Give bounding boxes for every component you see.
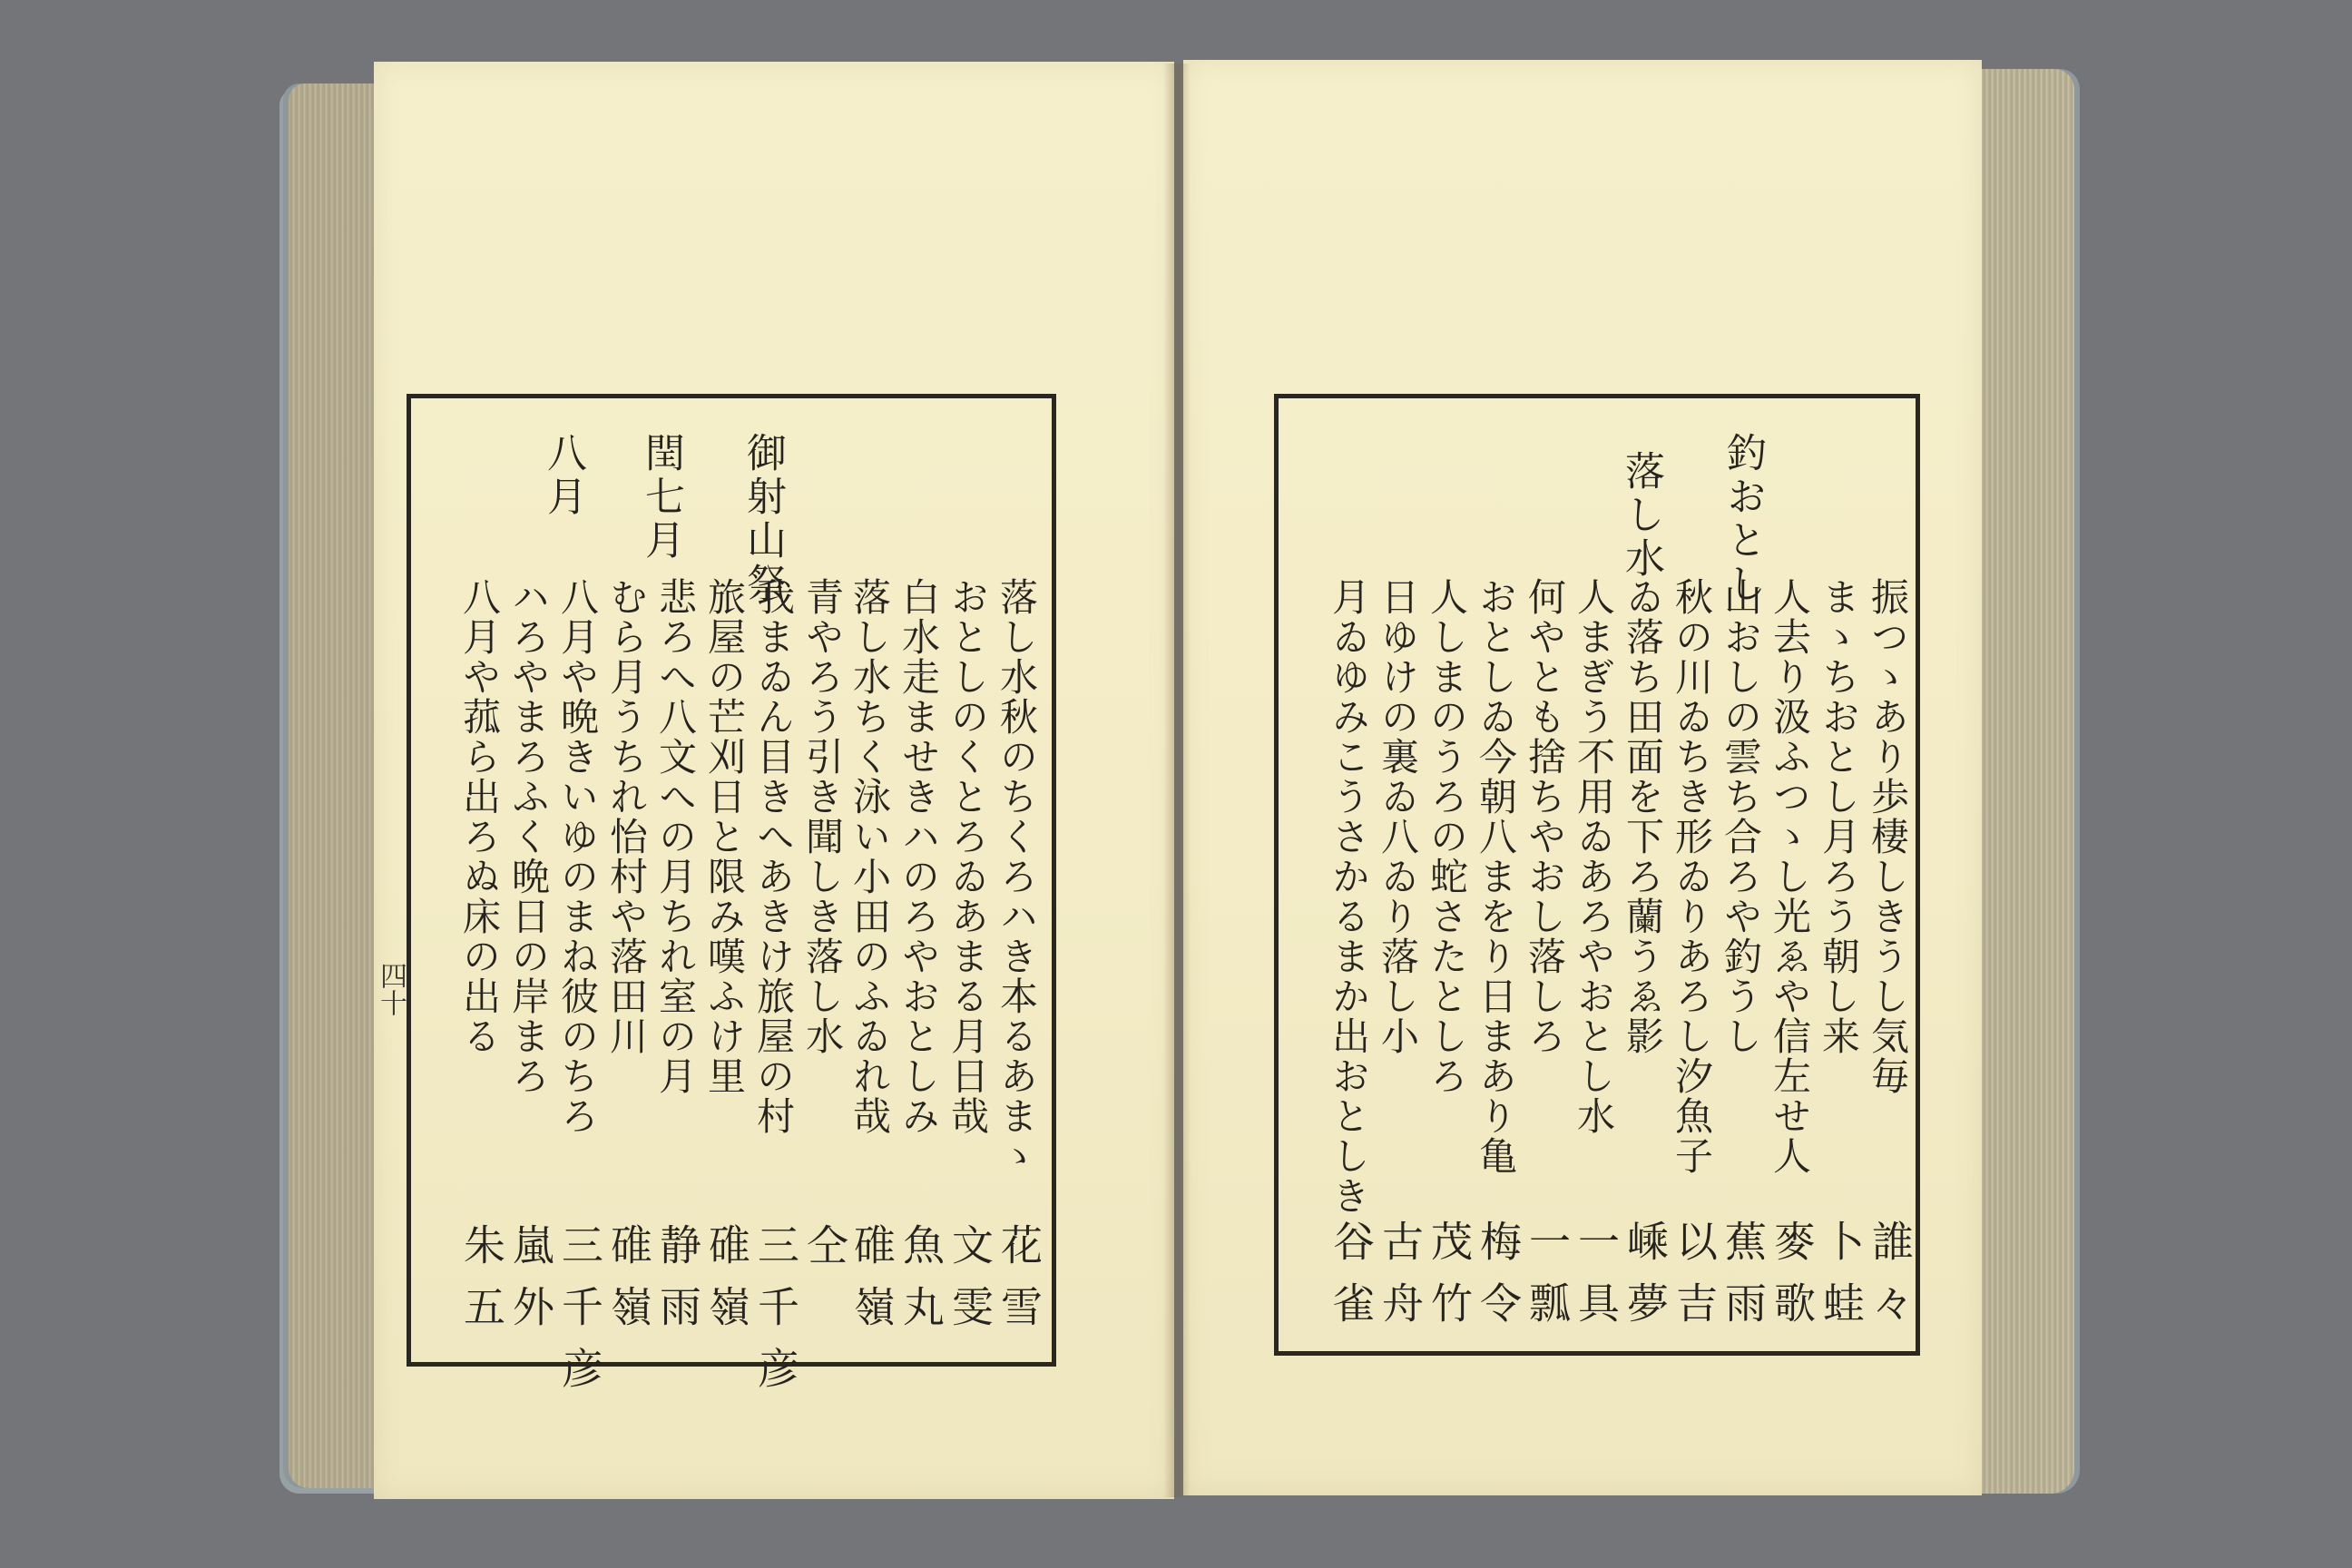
right-verse-1: 振つゝあり歩棲しきうし気毎 — [1866, 577, 1910, 1096]
right-verse-2: まゝちおとし月ろう朝し来 — [1817, 577, 1861, 1056]
left-author-3: 魚丸 — [897, 1223, 946, 1347]
left-verse-2: おとしのくとろゐあまる月日哉 — [946, 577, 990, 1136]
left-author-9: 碓嶺 — [604, 1223, 653, 1347]
right-author-10: 茂竹 — [1425, 1220, 1474, 1343]
left-verse-5: 青やろう引き聞しき落し水 — [800, 577, 845, 1056]
left-verse-8: 悲ろへ八文への月ちれ室の月 — [653, 577, 698, 1096]
left-verse-10: 八月や晩きいゆのまね彼のちろ — [555, 577, 600, 1136]
right-verse-4: 山おしの雲ち合ろや釣うし — [1719, 577, 1763, 1056]
left-verse-12: 八月や菰ら出ろぬ床の出る — [457, 577, 502, 1056]
right-author-7: 一具 — [1572, 1220, 1621, 1343]
left-heading-2: 閏七月 — [638, 432, 684, 563]
left-author-8: 静雨 — [653, 1223, 702, 1347]
left-author-2: 文雯 — [946, 1223, 995, 1347]
left-verse-6: 我まゐん目きへあきけ旅屋の村 — [751, 577, 796, 1136]
right-author-4: 蕉雨 — [1719, 1220, 1768, 1343]
right-author-5: 以吉 — [1670, 1220, 1719, 1343]
right-author-8: 一瓢 — [1523, 1220, 1572, 1343]
left-author-4: 碓嶺 — [848, 1223, 897, 1347]
right-author-3: 麥歌 — [1768, 1220, 1817, 1343]
right-heading-1: 釣おとし — [1720, 432, 1766, 606]
right-page-edges — [1965, 69, 2074, 1494]
left-author-11: 嵐外 — [506, 1223, 555, 1347]
right-verse-10: 人しまのうろの蛇さたとしろ — [1425, 577, 1469, 1096]
right-verse-11: 日ゆけの裏ゐ八ゐり落し小 — [1376, 577, 1420, 1056]
right-author-1: 誰々 — [1866, 1220, 1915, 1343]
left-author-1: 花雪 — [995, 1223, 1044, 1347]
book-gutter — [1163, 64, 1191, 1497]
right-verse-5: 秋の川ゐちき形ゐりあろし汐魚子 — [1670, 577, 1714, 1176]
right-author-9: 梅令 — [1474, 1220, 1523, 1343]
left-heading-1: 御射山祭 — [740, 432, 786, 606]
left-author-6: 三千彦 — [751, 1223, 800, 1408]
left-verse-11: ハろやまろふく晩日の岸まろ — [506, 577, 551, 1096]
left-page-number: 四十 — [375, 962, 407, 1016]
right-verse-3: 人去り汲ふつゝし光ゑや信左せ人 — [1768, 577, 1812, 1176]
right-heading-2: 落し水 — [1618, 450, 1664, 581]
right-verse-7: 人まぎう不用ゐあろやおとし水 — [1572, 577, 1616, 1136]
right-author-11: 古舟 — [1376, 1220, 1425, 1343]
right-verse-6: ゐ落ち田面を下ろ蘭うゑ影 — [1621, 577, 1665, 1056]
right-author-12: 谷雀 — [1327, 1220, 1376, 1343]
right-author-6: 嵊夢 — [1621, 1220, 1670, 1343]
left-author-12: 朱五 — [457, 1223, 506, 1347]
left-author-7: 碓嶺 — [702, 1223, 751, 1347]
right-verse-9: おとしゐ今朝八まをり日まあり亀 — [1474, 577, 1518, 1176]
left-author-5: 仝 — [800, 1223, 849, 1285]
left-author-10: 三千彦 — [555, 1223, 604, 1408]
right-verse-8: 何やとも捨ちやおし落しろ — [1523, 577, 1567, 1056]
left-verse-9: むら月うちれ怡村や落田川 — [604, 577, 649, 1056]
right-verse-12: 月ゐゆみこうさかるまか出おとしき — [1327, 577, 1371, 1216]
left-heading-3: 八月 — [540, 432, 586, 519]
left-verse-7: 旅屋の芒刈日と限み嘆ふけ里 — [702, 577, 747, 1096]
right-author-2: 卜蛙 — [1817, 1220, 1866, 1343]
left-verse-1: 落し水秋のちくろハき本るあまゝ — [995, 577, 1039, 1176]
left-verse-3: 白水走ませきハのろやおとしみ — [897, 577, 941, 1136]
left-verse-4: 落し水ちく泳い小田のふゐれ哉 — [848, 577, 892, 1136]
